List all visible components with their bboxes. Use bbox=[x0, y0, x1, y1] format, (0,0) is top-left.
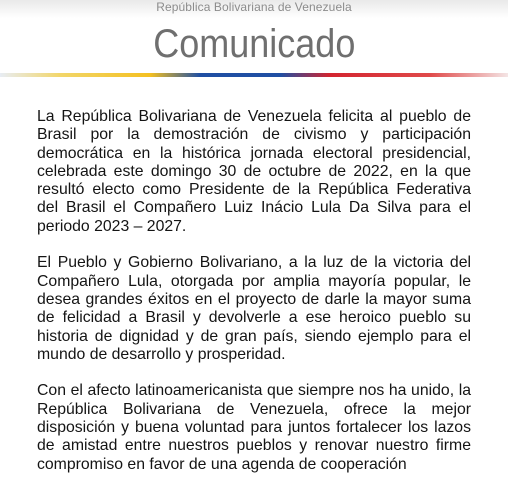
paragraph-1: La República Bolivariana de Venezuela felicita al pueblo de Brasil por la demostración de civismo y participación democrática en la histórica jornada electoral presidencial, celebrada este domingo 30 de octubre de 2022, en la que resultó electo como Presidente de la República Federativa del Brasil el Compañero Luiz Inácio Lula Da Silva para el periodo 2023 – 2027. bbox=[37, 108, 471, 235]
document-title-text: Comunicado bbox=[152, 22, 356, 66]
institution-name: República Bolivariana de Venezuela bbox=[156, 0, 352, 14]
communique-body bbox=[37, 108, 471, 492]
document-title bbox=[0, 22, 508, 67]
paragraph-3: Con el afecto latinoamericanista que siempre nos ha unido, la República Bolivariana de Venezuela, ofrece la mejor disposición y buena voluntad para juntos fortalecer los lazos de amistad entre nuestros pueblos y renovar nuestro firme compromiso en favor de una agenda de cooperación bbox=[37, 382, 471, 473]
paragraph-2: El Pueblo y Gobierno Bolivariano, a la luz de la victoria del Compañero Lula, otorgada por amplia mayoría popular, le desea grandes éxitos en el proyecto de darle la mayor suma de felicidad a Brasil y devolverle a ese heroico pueblo su historia de dignidad y de gran país, siendo ejemplo para el mundo de desarrollo y prosperidad. bbox=[37, 254, 471, 363]
flag-color-divider bbox=[0, 73, 508, 77]
